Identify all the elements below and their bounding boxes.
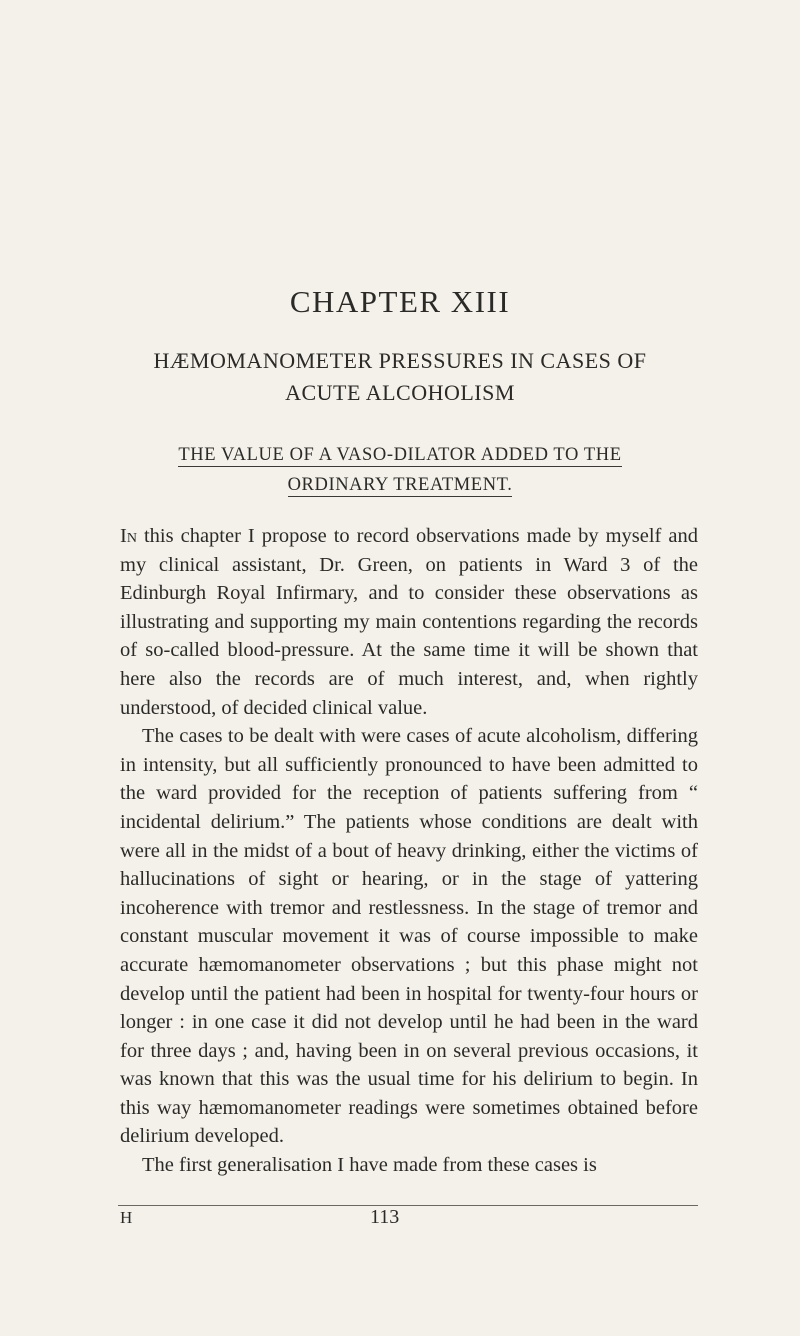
paragraph-3: The first generalisation I have made from these cases is — [142, 1154, 597, 1177]
chapter-title-line-2: ACUTE ALCOHOLISM — [285, 380, 515, 405]
subtitle-line-1: THE VALUE OF A VASO-DILATOR ADDED TO THE — [178, 445, 622, 465]
body-text — [120, 522, 698, 1180]
footer-rule — [118, 1205, 698, 1206]
chapter-title-line-1: HÆMOMANOMETER PRESSURES IN CASES OF — [153, 348, 647, 373]
paragraph-1-text: this chapter I propose to record observations made by myself and my clinical assistant, Dr. Green, on patients in Ward 3 of the Edinburgh Royal Infirmary, and to consider these observations as illustrating and supporting my main contentions regarding the records of so-called blood-pressure. At the same time it will be shown that here also the records are of much interest, and, when rightly understood, of decided clinical value. — [120, 525, 698, 719]
subtitle-line-2: ORDINARY TREATMENT. — [287, 475, 513, 495]
chapter-heading: CHAPTER XIII — [289, 284, 511, 319]
chapter-title — [0, 345, 800, 409]
paragraph-2: The cases to be dealt with were cases of acute alcoholism, differing in intensity, but all sufficiently pronounced to have been admitted to the ward provided for the reception of patients suffering from “ incidental delirium.” The patients whose conditions are dealt with were all in the midst of a bout of heavy drinking, either the victims of hallucinations of sight or hearing, or in the stage of yattering incoherence with tremor and restlessness. In the stage of tremor and constant muscular movement it was of course impossible to make accurate hæmomanometer observations ; but this phase might not develop until the patient had been in hospital for twenty-four hours or longer : in one case it did not develop until he had been in the ward for three days ; and, having been in on several previous occasions, it was known that this was the usual time for his delirium to begin. In this way hæmomanometer readings were sometimes obtained before delirium developed. — [120, 725, 698, 1148]
paragraph-1-opening-word: In — [120, 525, 137, 547]
signature-mark: H — [120, 1208, 133, 1227]
section-subtitle — [0, 440, 800, 500]
page-number: 113 — [370, 1206, 400, 1228]
paragraph-1 — [120, 522, 698, 722]
